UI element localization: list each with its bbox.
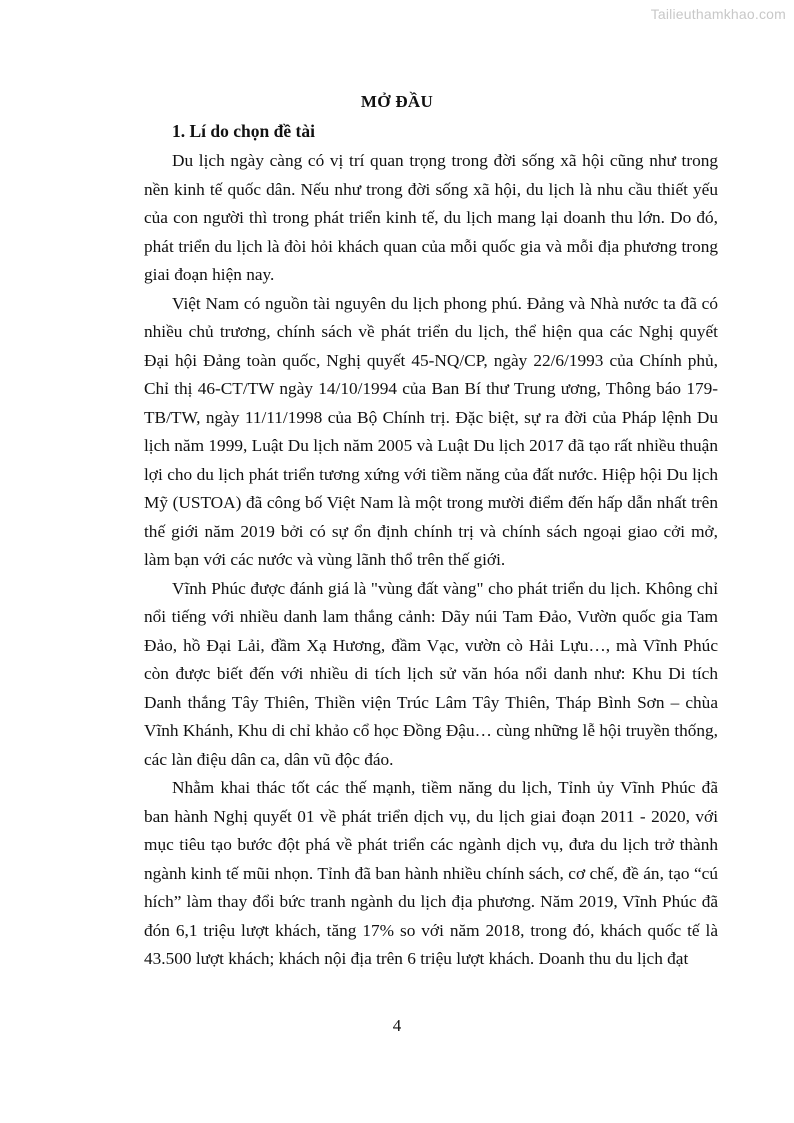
paragraph: Du lịch ngày càng có vị trí quan trọng trong đời sống xã hội cũng như trong nền kinh tế quốc dân. Nếu như trong đời sống xã hội, du lịch là nhu cầu thiết yếu của con người thì trong phát triển kinh tế, du lịch mang lại doanh thu lớn. Do đó, phát triển du lịch là đòi hỏi khách quan của mỗi quốc gia và mỗi địa phương trong giai đoạn hiện nay.: [144, 151, 718, 284]
paragraph: Việt Nam có nguồn tài nguyên du lịch phong phú. Đảng và Nhà nước ta đã có nhiều chủ trương, chính sách về phát triển du lịch, thể hiện qua các Nghị quyết Đại hội Đảng toàn quốc, Nghị quyết 45-NQ/CP, ngày 22/6/1993 của Chính phủ, Chỉ thị 46-CT/TW ngày 14/10/1994 của Ban Bí thư Trung ương, Thông báo 179-TB/TW, ngày 11/11/1998 của Bộ Chính trị. Đặc biệt, sự ra đời của Pháp lệnh Du lịch năm 1999, Luật Du lịch năm 2005 và Luật Du lịch 2017 đã tạo rất nhiều thuận lợi cho du lịch phát triển tương xứng với tiềm năng của đất nước. Hiệp hội Du lịch Mỹ (USTOA) đã công bố Việt Nam là một trong mười điểm đến hấp dẫn nhất trên thế giới năm 2019 bởi có sự ổn định chính trị và chính sách ngoại giao cởi mở, làm bạn với các nước và vùng lãnh thổ trên thế giới.: [144, 293, 718, 569]
page-title: MỞ ĐẦU: [360, 92, 434, 111]
page-number: 4: [392, 1016, 402, 1035]
section-heading: 1. Lí do chọn đề tài: [172, 121, 315, 141]
watermark: Tailieuthamkhao.com: [650, 6, 786, 22]
paragraph: Nhằm khai thác tốt các thế mạnh, tiềm năng du lịch, Tỉnh ủy Vĩnh Phúc đã ban hành Nghị quyết 01 về phát triển dịch vụ, du lịch giai đoạn 2011 - 2020, với mục tiêu tạo bước đột phá về phát triển các ngành dịch vụ, đưa du lịch trở thành ngành kinh tế mũi nhọn. Tỉnh đã ban hành nhiều chính sách, cơ chế, đề án, tạo “cú hích” làm thay đổi bức tranh ngành du lịch địa phương. Năm 2019, Vĩnh Phúc đã đón 6,1 triệu lượt khách, tăng 17% so với năm 2018, trong đó, khách quốc tế là 43.500 lượt khách; khách nội địa trên 6 triệu lượt khách. Doanh thu du lịch đạt: [144, 778, 718, 968]
body-text: [144, 147, 718, 974]
paragraph: Vĩnh Phúc được đánh giá là "vùng đất vàng" cho phát triển du lịch. Không chỉ nổi tiếng với nhiều danh lam thắng cảnh: Dãy núi Tam Đảo, Vườn quốc gia Tam Đảo, hồ Đại Lải, đầm Xạ Hương, đầm Vạc, vườn cò Hải Lựu…, mà Vĩnh Phúc còn được biết đến với nhiều di tích lịch sử văn hóa nổi danh như: Khu Di tích Danh thắng Tây Thiên, Thiền viện Trúc Lâm Tây Thiên, Tháp Bình Sơn – chùa Vĩnh Khánh, Khu di chỉ khảo cổ học Đồng Đậu… cùng những lễ hội truyền thống, các làn điệu dân ca, dân vũ độc đáo.: [144, 578, 718, 769]
